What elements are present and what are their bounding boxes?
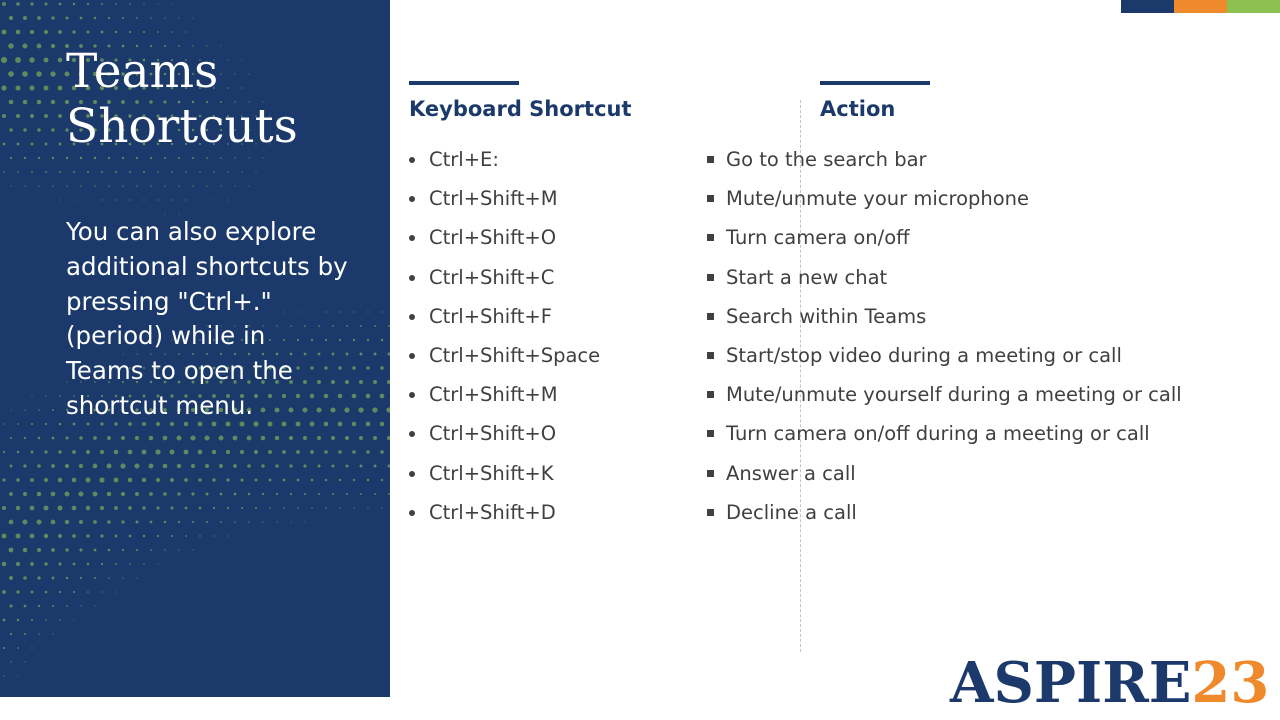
action-text: Turn camera on/off during a meeting or call xyxy=(726,422,1150,446)
body-line: additional shortcuts by xyxy=(66,251,348,281)
list-item xyxy=(707,454,1182,493)
body-line: You can also explore xyxy=(66,217,317,246)
square-bullet-icon xyxy=(707,391,714,398)
shortcut-key: Ctrl+Shift+Space xyxy=(429,344,601,368)
shortcut-key: Ctrl+Shift+O xyxy=(429,226,557,250)
square-bullet-icon xyxy=(707,156,714,163)
list-item xyxy=(409,258,600,297)
square-bullet-icon xyxy=(707,313,714,320)
list-item xyxy=(409,336,600,375)
square-bullet-icon xyxy=(707,274,714,281)
square-bullet-icon xyxy=(707,352,714,359)
aspire23-logo xyxy=(950,648,1269,718)
list-item xyxy=(409,179,600,218)
shortcut-key: Ctrl+E: xyxy=(429,148,499,172)
square-bullet-icon xyxy=(707,470,714,477)
body-line: pressing "Ctrl+." xyxy=(66,286,272,316)
title-line-2: Shortcuts xyxy=(66,99,298,154)
list-item xyxy=(409,375,600,414)
list-item xyxy=(707,179,1182,218)
shortcut-key: Ctrl+Shift+F xyxy=(429,304,552,328)
body-line: (period) while in xyxy=(66,321,266,351)
action-text: Start a new chat xyxy=(726,265,888,289)
slide-title xyxy=(66,44,298,154)
list-item xyxy=(707,414,1182,453)
bullet-icon xyxy=(409,353,415,359)
list-item xyxy=(707,336,1182,375)
bullet-icon xyxy=(409,157,415,163)
list-item xyxy=(707,375,1182,414)
list-item xyxy=(409,493,600,532)
square-bullet-icon xyxy=(707,430,714,437)
title-panel xyxy=(0,0,390,697)
action-heading-bar xyxy=(820,81,930,85)
stripe-green xyxy=(1227,0,1280,13)
list-item xyxy=(409,140,600,179)
action-column-heading: Action xyxy=(820,97,896,121)
bullet-icon xyxy=(409,471,415,477)
shortcut-key: Ctrl+Shift+K xyxy=(429,461,554,485)
body-line: Teams to open the xyxy=(66,356,293,386)
action-text: Answer a call xyxy=(726,461,856,485)
body-line: shortcut menu. xyxy=(66,390,254,420)
bullet-icon xyxy=(409,196,415,202)
list-item xyxy=(707,493,1182,532)
color-stripes xyxy=(1121,0,1280,13)
bullet-icon xyxy=(409,275,415,281)
square-bullet-icon xyxy=(707,509,714,516)
stripe-blue xyxy=(1121,0,1174,13)
shortcut-column-heading: Keyboard Shortcut xyxy=(409,97,632,121)
action-list xyxy=(707,140,1182,532)
shortcut-list xyxy=(409,140,600,532)
bullet-icon xyxy=(409,314,415,320)
shortcut-key: Ctrl+Shift+M xyxy=(429,187,558,211)
list-item xyxy=(409,218,600,257)
square-bullet-icon xyxy=(707,195,714,202)
action-text: Search within Teams xyxy=(726,304,927,328)
shortcut-key: Ctrl+Shift+D xyxy=(429,500,556,524)
bullet-icon xyxy=(409,235,415,241)
list-item xyxy=(707,218,1182,257)
logo-word: ASPIRE xyxy=(950,650,1192,716)
action-text: Turn camera on/off xyxy=(726,226,910,250)
logo-number: 23 xyxy=(1191,650,1270,716)
square-bullet-icon xyxy=(707,234,714,241)
bullet-icon xyxy=(409,392,415,398)
action-text: Mute/unmute your microphone xyxy=(726,187,1030,211)
list-item xyxy=(409,414,600,453)
list-item xyxy=(707,258,1182,297)
action-text: Start/stop video during a meeting or call xyxy=(726,344,1122,368)
list-item xyxy=(409,297,600,336)
bullet-icon xyxy=(409,431,415,437)
list-item xyxy=(409,454,600,493)
shortcut-heading-bar xyxy=(409,81,519,85)
title-line-1: Teams xyxy=(66,44,219,99)
bullet-icon xyxy=(409,510,415,516)
shortcut-key: Ctrl+Shift+C xyxy=(429,265,555,289)
slide-body-text xyxy=(66,215,376,424)
list-item xyxy=(707,297,1182,336)
action-text: Decline a call xyxy=(726,500,857,524)
shortcut-key: Ctrl+Shift+O xyxy=(429,422,557,446)
action-text: Mute/unmute yourself during a meeting or call xyxy=(726,383,1182,407)
shortcut-key: Ctrl+Shift+M xyxy=(429,383,558,407)
stripe-orange xyxy=(1174,0,1227,13)
action-text: Go to the search bar xyxy=(726,148,927,172)
list-item xyxy=(707,140,1182,179)
